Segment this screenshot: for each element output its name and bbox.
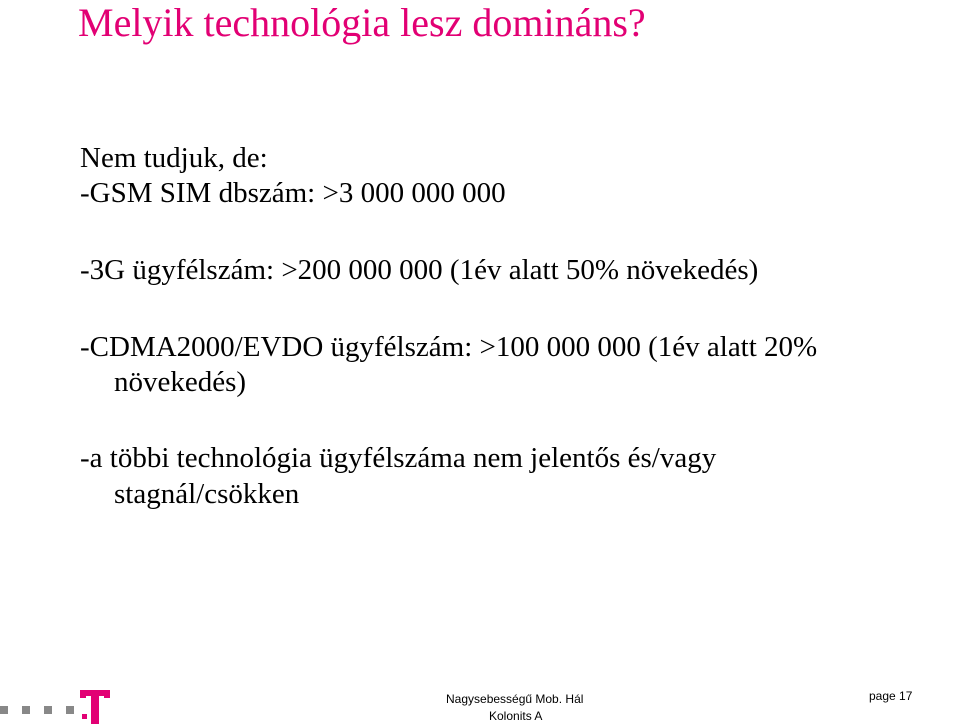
other-tech-line-continuation: stagnál/csökken bbox=[114, 478, 300, 510]
3g-line: -3G ügyfélszám: >200 000 000 (1év alatt 50% növekedés) bbox=[80, 254, 759, 286]
footer-info bbox=[446, 691, 583, 725]
footer-author: Kolonits A bbox=[489, 709, 543, 723]
gsm-line: -GSM SIM dbszám: >3 000 000 000 bbox=[80, 177, 506, 209]
footer-dot bbox=[0, 706, 8, 714]
other-tech-line: -a többi technológia ügyfélszáma nem jelentős és/vagy bbox=[80, 442, 717, 474]
intro-line: Nem tudjuk, de: bbox=[80, 142, 268, 174]
telekom-t-logo-icon bbox=[80, 690, 110, 724]
footer-course-title: Nagysebességű Mob. Hál bbox=[446, 692, 584, 706]
cdma-line-continuation: növekedés) bbox=[114, 366, 247, 398]
footer-dot bbox=[44, 706, 52, 714]
cdma-line: -CDMA2000/EVDO ügyfélszám: >100 000 000 (1év alatt 20% bbox=[80, 331, 818, 363]
page-number: page 17 bbox=[869, 689, 913, 703]
footer-dots bbox=[0, 706, 74, 714]
footer-dot bbox=[66, 706, 74, 714]
slide-title: Melyik technológia lesz domináns? bbox=[78, 0, 646, 45]
footer-dot bbox=[22, 706, 30, 714]
